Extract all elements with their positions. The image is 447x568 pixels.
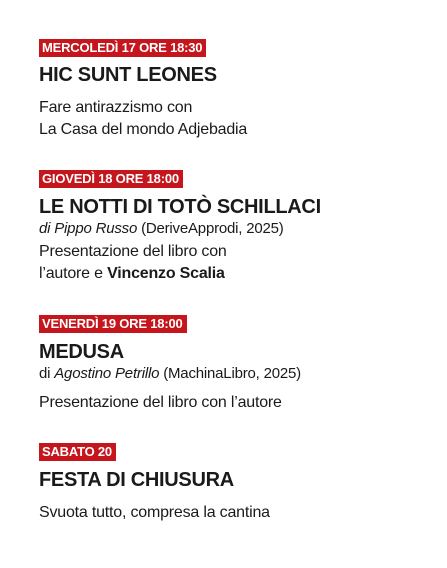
- book-author: Agostino Petrillo: [54, 365, 160, 382]
- event-title: LE NOTTI DI TOTÒ SCHILLACI: [39, 196, 321, 218]
- event-festa-di-chiusura: [39, 443, 270, 524]
- book-credit: [39, 219, 321, 239]
- event-description: [39, 97, 247, 141]
- book-publisher: (MachinaLibro, 2025): [163, 365, 301, 382]
- event-description: [39, 392, 301, 414]
- date-badge: SABATO 20: [39, 443, 116, 461]
- credit-di: di: [39, 365, 51, 382]
- book-author: di Pippo Russo: [39, 220, 138, 237]
- event-le-notti-di-toto-schillaci: [39, 170, 321, 285]
- event-title: FESTA DI CHIUSURA: [39, 469, 234, 491]
- date-badge: MERCOLEDÌ 17 ORE 18:30: [39, 39, 206, 57]
- event-description: [39, 241, 321, 285]
- event-title: MEDUSA: [39, 341, 124, 363]
- book-credit: [39, 364, 301, 384]
- book-publisher: (DeriveApprodi, 2025): [141, 220, 284, 237]
- description-line: Presentazione del libro con: [39, 243, 227, 260]
- event-description: [39, 502, 270, 524]
- description-line: Fare antirazzismo con: [39, 99, 193, 116]
- event-title: HIC SUNT LEONES: [39, 64, 217, 86]
- description-line: Presentazione del libro con l’autore: [39, 394, 282, 411]
- description-line: Svuota tutto, compresa la cantina: [39, 504, 270, 521]
- event-medusa: [39, 315, 301, 414]
- date-badge: VENERDÌ 19 ORE 18:00: [39, 315, 187, 333]
- event-hic-sunt-leones: [39, 39, 247, 141]
- date-badge: GIOVEDÌ 18 ORE 18:00: [39, 170, 183, 188]
- description-text: l’autore e: [39, 265, 103, 282]
- guest-name: Vincenzo Scalia: [107, 265, 225, 282]
- description-line: [39, 263, 321, 285]
- description-line: La Casa del mondo Adjebadia: [39, 121, 248, 138]
